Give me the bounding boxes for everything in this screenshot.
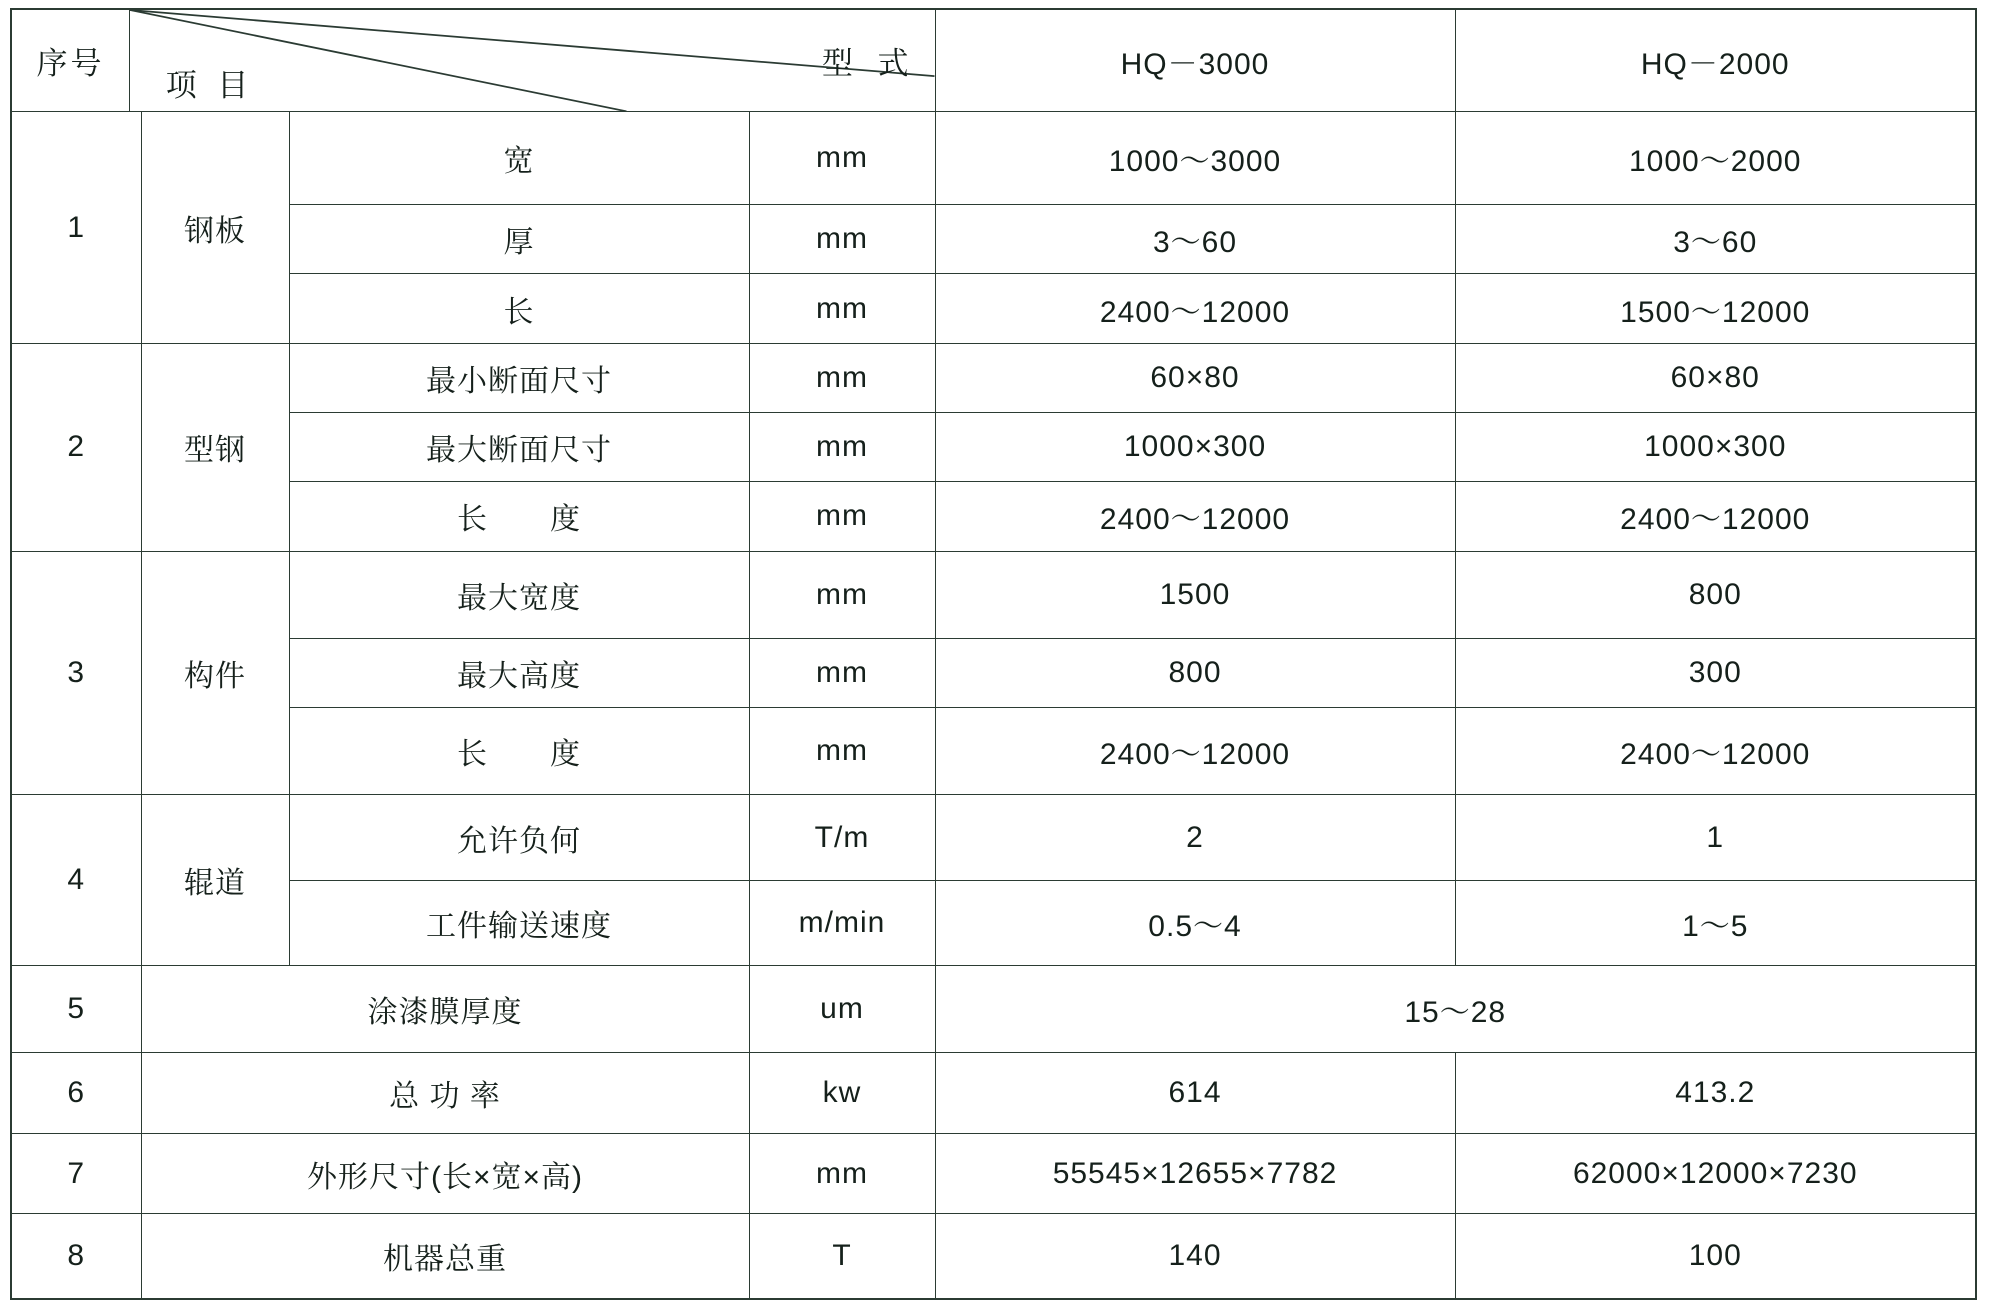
- row-value-hq2000: 2400～12000: [1455, 482, 1976, 551]
- row-value-hq3000: 55545×12655×7782: [935, 1133, 1455, 1213]
- row-unit: mm: [749, 482, 935, 551]
- row-value-hq3000: 60×80: [935, 343, 1455, 412]
- row-unit: mm: [749, 551, 935, 638]
- row-value-hq3000: 1000～3000: [935, 112, 1455, 205]
- specification-table: [10, 8, 1977, 1300]
- header-corner-cell: [11, 9, 935, 112]
- row-unit: m/min: [749, 881, 935, 966]
- header-serial-label: 序号: [12, 10, 130, 111]
- table-row: [11, 274, 1976, 343]
- row-value-hq3000: 1500: [935, 551, 1455, 638]
- row-value-hq3000: 2400～12000: [935, 274, 1455, 343]
- table-row: [11, 966, 1976, 1053]
- table-row: [11, 413, 1976, 482]
- table-row: [11, 1053, 1976, 1133]
- row-value-hq3000: 2: [935, 795, 1455, 881]
- row-value-hq2000: 62000×12000×7230: [1455, 1133, 1976, 1213]
- row-unit: um: [749, 966, 935, 1053]
- row-unit: T/m: [749, 795, 935, 881]
- row-value-hq2000: 100: [1455, 1214, 1976, 1299]
- row-item-name: 最大断面尺寸: [289, 413, 749, 482]
- row-group-name: 构件: [141, 551, 289, 795]
- table-row: [11, 638, 1976, 707]
- row-value-hq3000: 2400～12000: [935, 482, 1455, 551]
- row-index: 4: [11, 795, 141, 966]
- row-item-name: 最大高度: [289, 638, 749, 707]
- header-project-label: 项 目: [165, 68, 255, 104]
- row-unit: T: [749, 1214, 935, 1299]
- row-index: 8: [11, 1214, 141, 1299]
- row-value-hq3000: 614: [935, 1053, 1455, 1133]
- row-item-name: 外形尺寸(长×宽×高): [141, 1133, 749, 1213]
- table-row: [11, 482, 1976, 551]
- row-item-name: 总 功 率: [141, 1053, 749, 1133]
- row-value-hq2000: 1～5: [1455, 881, 1976, 966]
- row-item-name: 允许负何: [289, 795, 749, 881]
- row-unit: mm: [749, 708, 935, 795]
- row-value-hq2000: 2400～12000: [1455, 708, 1976, 795]
- row-item-name: 最小断面尺寸: [289, 343, 749, 412]
- row-value-hq2000: 800: [1455, 551, 1976, 638]
- row-value-hq3000: 3～60: [935, 205, 1455, 274]
- row-value-hq3000: 0.5～4: [935, 881, 1455, 966]
- row-unit: mm: [749, 112, 935, 205]
- table-row: [11, 708, 1976, 795]
- row-value-hq3000: 2400～12000: [935, 708, 1455, 795]
- table-row: [11, 1133, 1976, 1213]
- row-unit: mm: [749, 274, 935, 343]
- row-unit: mm: [749, 205, 935, 274]
- row-value-hq2000: 1000～2000: [1455, 112, 1976, 205]
- row-group-name: 辊道: [141, 795, 289, 966]
- table-row: [11, 343, 1976, 412]
- table-row: [11, 881, 1976, 966]
- row-item-name: 长: [289, 274, 749, 343]
- row-item-name: 机器总重: [141, 1214, 749, 1299]
- row-index: 7: [11, 1133, 141, 1213]
- header-model-hq3000: HQ－3000: [935, 9, 1455, 112]
- row-item-name: 工件输送速度: [289, 881, 749, 966]
- row-item-name: 最大宽度: [289, 551, 749, 638]
- row-index: 1: [11, 112, 141, 343]
- table-header-row: [11, 9, 1976, 112]
- row-index: 3: [11, 551, 141, 795]
- row-value-hq3000: 1000×300: [935, 413, 1455, 482]
- row-value-hq2000: 1000×300: [1455, 413, 1976, 482]
- row-group-name: 型钢: [141, 343, 289, 551]
- row-index: 5: [11, 966, 141, 1053]
- row-item-name: 涂漆膜厚度: [141, 966, 749, 1053]
- row-item-name: 长 度: [289, 482, 749, 551]
- row-unit: mm: [749, 343, 935, 412]
- table-row: [11, 112, 1976, 205]
- table-row: [11, 795, 1976, 881]
- row-value-hq3000: 800: [935, 638, 1455, 707]
- row-value-hq2000: 3～60: [1455, 205, 1976, 274]
- row-index: 6: [11, 1053, 141, 1133]
- row-item-name: 长 度: [289, 708, 749, 795]
- table-row: [11, 1214, 1976, 1299]
- row-value-hq2000: 413.2: [1455, 1053, 1976, 1133]
- row-unit: mm: [749, 413, 935, 482]
- row-value-hq2000: 1500～12000: [1455, 274, 1976, 343]
- row-item-name: 厚: [289, 205, 749, 274]
- row-item-name: 宽: [289, 112, 749, 205]
- row-unit: mm: [749, 1133, 935, 1213]
- table-row: [11, 205, 1976, 274]
- row-group-name: 钢板: [141, 112, 289, 343]
- row-unit: kw: [749, 1053, 935, 1133]
- header-model-hq2000: HQ－2000: [1455, 9, 1976, 112]
- table-row: [11, 551, 1976, 638]
- row-unit: mm: [749, 638, 935, 707]
- row-value-hq2000: 300: [1455, 638, 1976, 707]
- row-value-hq3000: 140: [935, 1214, 1455, 1299]
- row-value-merged: 15～28: [935, 966, 1976, 1053]
- row-value-hq2000: 1: [1455, 795, 1976, 881]
- row-index: 2: [11, 343, 141, 551]
- header-type-label: 型 式: [821, 46, 917, 82]
- row-value-hq2000: 60×80: [1455, 343, 1976, 412]
